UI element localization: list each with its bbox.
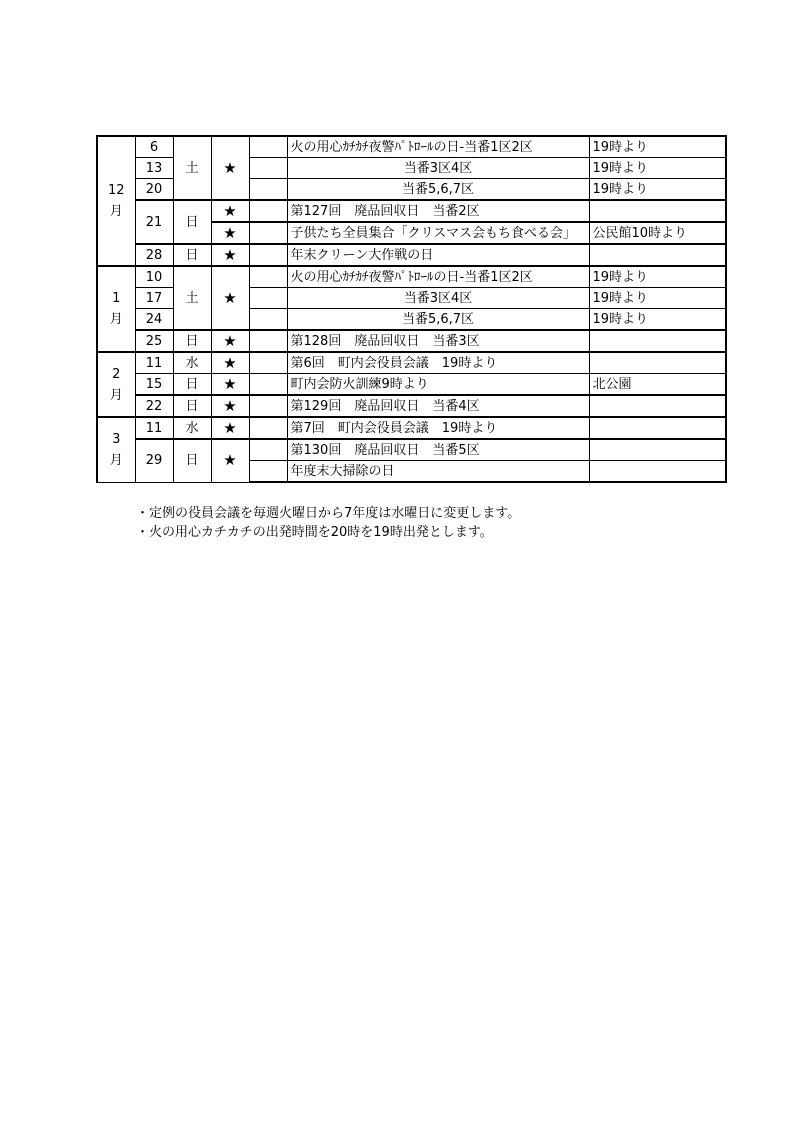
event-cell: 第128回 廃品回収日 当番3区 [287,330,589,352]
star-mark: ★ [211,439,249,482]
weekday-cell: 土 [173,266,211,330]
weekday-cell: 日 [173,200,211,244]
date-cell: 6 [135,136,173,158]
event-cell: 子供たち全員集合「クリスマス会もち食べる会」 [287,222,589,244]
table-row [97,439,726,461]
table-row [97,244,726,266]
event-cell: 火の用心ｶﾁｶﾁ夜警ﾊﾟﾄﾛｰﾙの日-当番1区2区 [287,266,589,288]
event-cell: 第129回 廃品回収日 当番4区 [287,395,589,417]
blank-cell [249,461,287,483]
star-mark: ★ [211,200,249,222]
month-cell: 1 月 [97,266,135,352]
weekday-cell: 土 [173,136,211,200]
date-cell: 22 [135,395,173,417]
star-mark: ★ [211,330,249,352]
note-cell [589,395,726,417]
note-cell: 19時より [589,179,726,201]
date-cell: 11 [135,352,173,374]
blank-cell [249,439,287,461]
star-mark: ★ [211,136,249,200]
month-cell: 3 月 [97,417,135,482]
blank-cell [249,158,287,179]
note-cell [589,200,726,222]
star-mark: ★ [211,395,249,417]
weekday-cell: 日 [173,395,211,417]
event-cell: 第7回 町内会役員会議 19時より [287,417,589,439]
notes-section [136,504,520,542]
date-cell: 24 [135,309,173,331]
blank-cell [249,288,287,309]
weekday-cell: 日 [173,330,211,352]
note-cell: 19時より [589,136,726,158]
event-cell: 当番5,6,7区 [287,179,589,201]
weekday-cell: 水 [173,352,211,374]
weekday-cell: 水 [173,417,211,439]
note-cell [589,330,726,352]
note-line: ・火の用心カチカチの出発時間を20時を19時出発とします。 [136,525,493,540]
table-row [97,417,726,439]
event-cell: 当番3区4区 [287,158,589,179]
blank-cell [249,309,287,331]
note-cell: 北公園 [589,374,726,396]
note-cell: 19時より [589,266,726,288]
note-cell: 19時より [589,158,726,179]
blank-cell [249,330,287,352]
blank-cell [249,266,287,288]
date-cell: 28 [135,244,173,266]
star-mark: ★ [211,266,249,330]
date-cell: 20 [135,179,173,201]
weekday-cell: 日 [173,374,211,396]
blank-cell [249,200,287,222]
event-cell: 当番5,6,7区 [287,309,589,331]
star-mark: ★ [211,352,249,374]
blank-cell [249,244,287,266]
schedule-table [96,135,727,483]
note-cell [589,244,726,266]
blank-cell [249,352,287,374]
star-mark: ★ [211,244,249,266]
table-row [97,136,726,158]
star-mark: ★ [211,222,249,244]
blank-cell [249,222,287,244]
event-cell: 第127回 廃品回収日 当番2区 [287,200,589,222]
month-cell: 2 月 [97,352,135,417]
table-row [97,266,726,288]
table-row [97,200,726,222]
event-cell: 第6回 町内会役員会議 19時より [287,352,589,374]
note-cell [589,461,726,483]
table-row [97,374,726,396]
weekday-cell: 日 [173,244,211,266]
note-cell [589,417,726,439]
weekday-cell: 日 [173,439,211,482]
date-cell: 29 [135,439,173,482]
event-cell: 年末クリーン大作戦の日 [287,244,589,266]
table-row [97,395,726,417]
date-cell: 15 [135,374,173,396]
date-cell: 25 [135,330,173,352]
note-cell: 19時より [589,288,726,309]
table-row [97,330,726,352]
star-mark: ★ [211,417,249,439]
blank-cell [249,417,287,439]
note-line: ・定例の役員会議を毎週火曜日から7年度は水曜日に変更します。 [136,506,521,521]
date-cell: 11 [135,417,173,439]
event-cell: 町内会防火訓練9時より [287,374,589,396]
date-cell: 10 [135,266,173,288]
event-cell: 火の用心ｶﾁｶﾁ夜警ﾊﾟﾄﾛｰﾙの日-当番1区2区 [287,136,589,158]
date-cell: 13 [135,158,173,179]
blank-cell [249,179,287,201]
blank-cell [249,374,287,396]
star-mark: ★ [211,374,249,396]
month-cell: 12 月 [97,136,135,266]
blank-cell [249,395,287,417]
note-cell [589,439,726,461]
event-cell: 当番3区4区 [287,288,589,309]
event-cell: 第130回 廃品回収日 当番5区 [287,439,589,461]
date-cell: 17 [135,288,173,309]
date-cell: 21 [135,200,173,244]
note-cell [589,352,726,374]
table-row [97,352,726,374]
blank-cell [249,136,287,158]
note-cell: 19時より [589,309,726,331]
event-cell: 年度末大掃除の日 [287,461,589,483]
note-cell: 公民館10時より [589,222,726,244]
